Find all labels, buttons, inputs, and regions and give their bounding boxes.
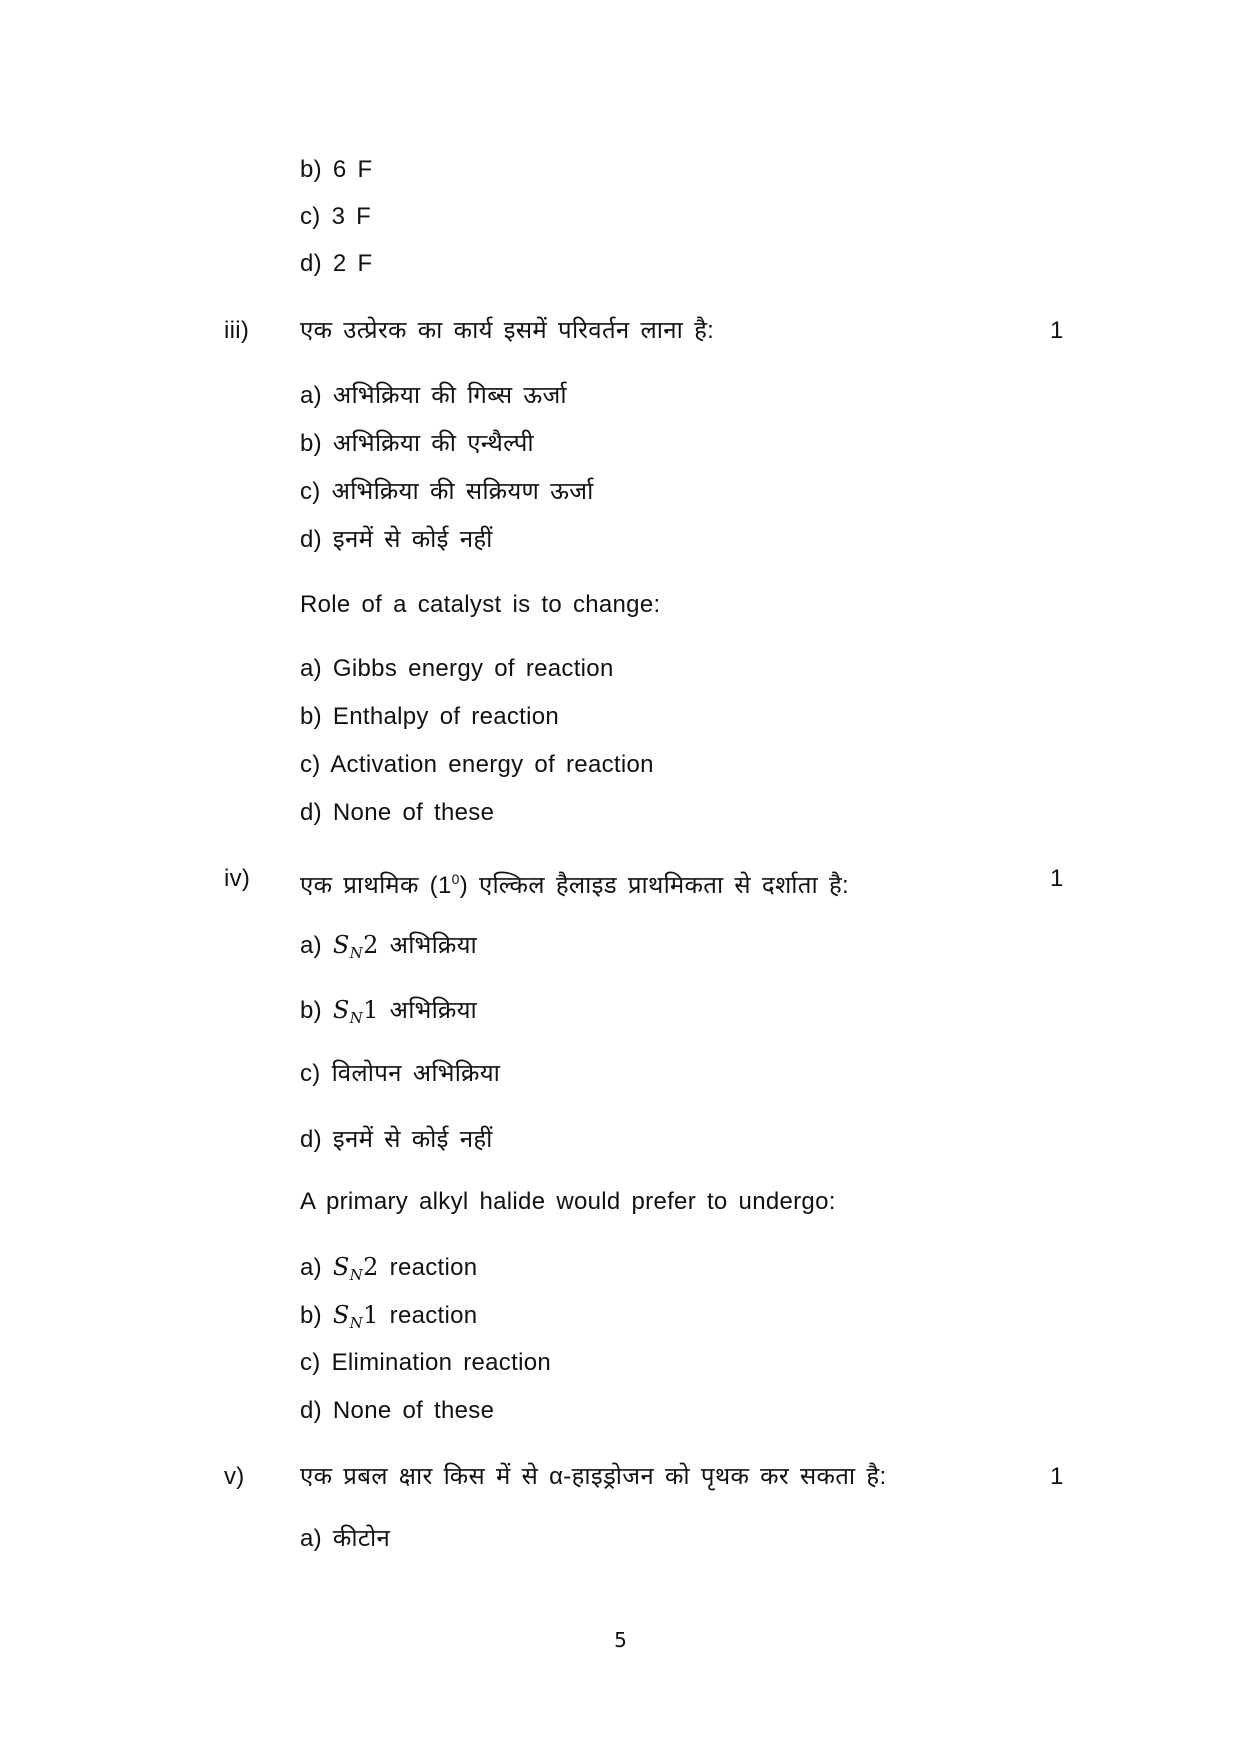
- q4-hi-option-d: d) इनमें से कोई नहीं: [300, 1126, 493, 1153]
- sn-symbol: $S_N1$: [332, 1301, 379, 1332]
- q3-hi-option-d: d) इनमें से कोई नहीं: [300, 526, 493, 553]
- q4-en-option-a: a) $S_N2$ reaction: [300, 1253, 478, 1284]
- q3-en-option-b: b) Enthalpy of reaction: [300, 703, 560, 730]
- q2-option-b: b) 6 F: [300, 156, 373, 183]
- q3-stem-hindi: एक उत्प्रेरक का कार्य इसमें परिवर्तन लाना है:: [300, 317, 715, 344]
- q4-stem-hindi: एक प्राथमिक $(1^0)$ एल्किल हैलाइड प्राथमिकता से दर्शाता है:: [300, 871, 849, 899]
- q3-hi-option-b: b) अभिक्रिया की एन्थैल्पी: [300, 430, 534, 457]
- q3-en-option-c: c) Activation energy of reaction: [300, 751, 654, 778]
- q3-stem-english: Role of a catalyst is to change:: [300, 591, 661, 618]
- q4-en-option-d: d) None of these: [300, 1397, 495, 1424]
- sn-symbol: $S_N2$: [332, 1253, 379, 1284]
- q5-number: v): [224, 1463, 245, 1490]
- q4-number: iv): [224, 865, 251, 892]
- q5-marks: 1: [1050, 1463, 1064, 1490]
- q4-hi-option-c: c) विलोपन अभिक्रिया: [300, 1060, 501, 1087]
- q3-en-option-d: d) None of these: [300, 799, 495, 826]
- page-number: 5: [614, 1628, 627, 1652]
- q4-marks: 1: [1050, 865, 1064, 892]
- sn-symbol: $S_N2$: [332, 931, 379, 962]
- q4-en-option-c: c) Elimination reaction: [300, 1349, 551, 1376]
- q3-en-option-a: a) Gibbs energy of reaction: [300, 655, 614, 682]
- q3-hi-option-a: a) अभिक्रिया की गिब्स ऊर्जा: [300, 382, 567, 409]
- q5-stem-hindi: एक प्रबल क्षार किस में से α-हाइड्रोजन को पृथक कर सकता है:: [300, 1463, 887, 1490]
- q3-hi-option-c: c) अभिक्रिया की सक्रियण ऊर्जा: [300, 478, 594, 505]
- q4-hi-option-b: b) $S_N1$ अभिक्रिया: [300, 996, 478, 1027]
- q4-hi-option-a: a) $S_N2$ अभिक्रिया: [300, 931, 478, 962]
- sn-symbol: $S_N1$: [332, 996, 379, 1027]
- q2-option-c: c) 3 F: [300, 203, 372, 230]
- q3-number: iii): [224, 317, 250, 344]
- q3-marks: 1: [1050, 317, 1064, 344]
- q4-en-option-b: b) $S_N1$ reaction: [300, 1301, 478, 1332]
- q2-option-d: d) 2 F: [300, 250, 373, 277]
- q4-stem-english: A primary alkyl halide would prefer to undergo:: [300, 1188, 836, 1215]
- q5-hi-option-a: a) कीटोन: [300, 1525, 391, 1552]
